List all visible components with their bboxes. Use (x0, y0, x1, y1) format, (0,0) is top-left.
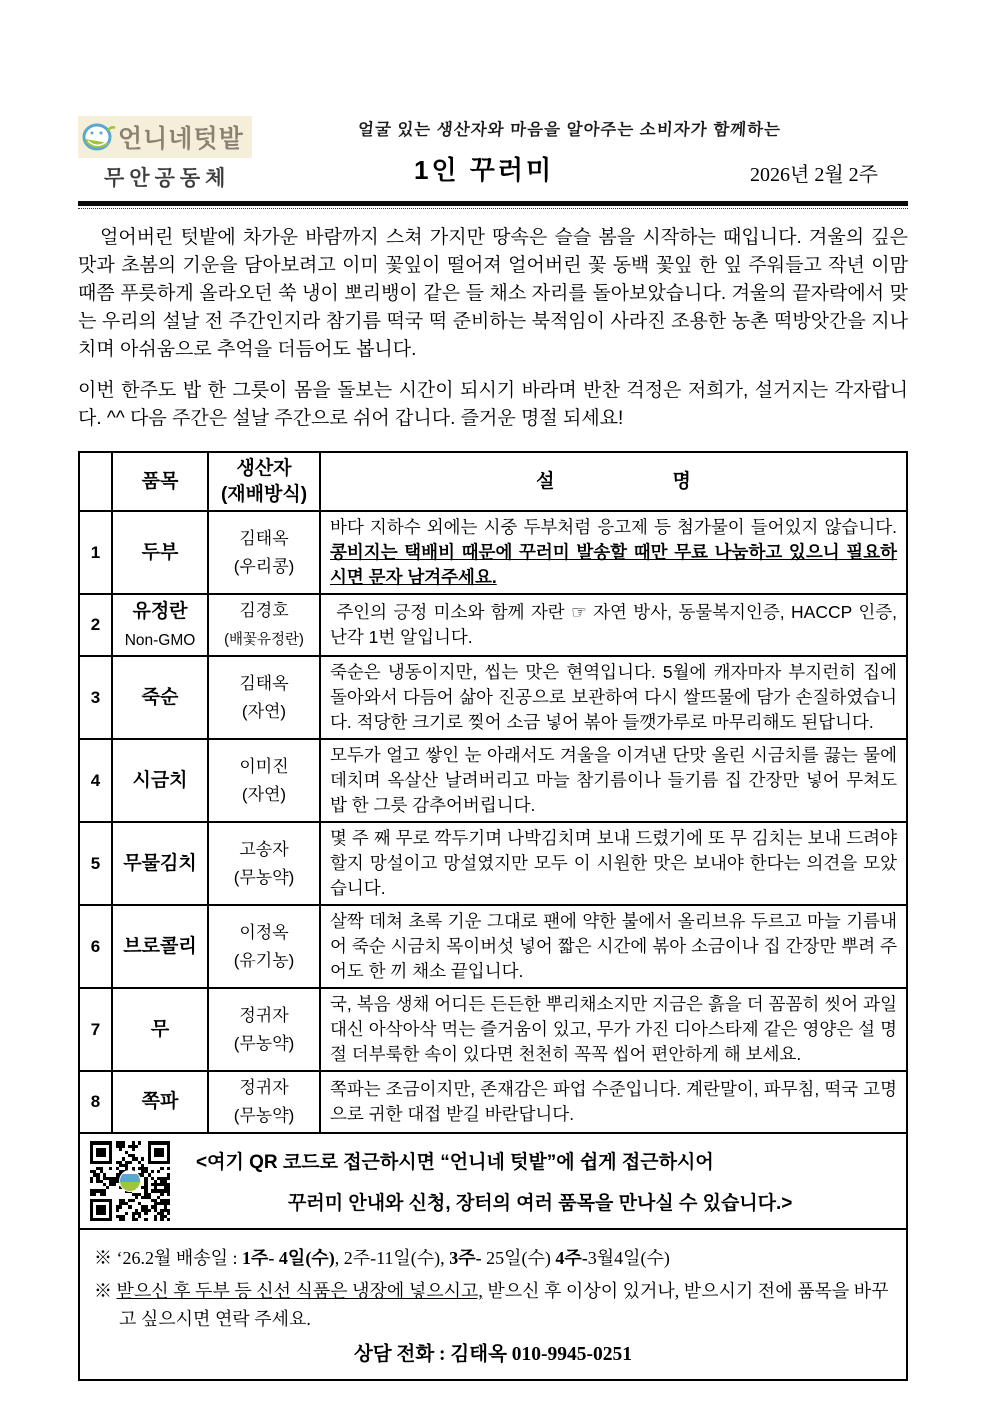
table-row-radish (79, 988, 907, 1071)
table-header-producer (208, 452, 320, 511)
producer-name: 정귀자 (239, 1078, 289, 1098)
producer-name: 김태옥 (239, 528, 289, 548)
table-row-broccoli (79, 905, 907, 988)
producer-cell (208, 988, 320, 1071)
qr-code (90, 1141, 170, 1221)
cultivation-method: (자연) (241, 701, 287, 721)
table-header-item: 품목 (112, 452, 208, 511)
logo-block (78, 116, 296, 192)
product-name: 죽순 (112, 656, 208, 739)
table-header-row (79, 452, 907, 511)
product-description: 쪽파는 조금이지만, 존재감은 파업 수준입니다. 계란말이, 파무침, 떡국 고명으로 귀한 대접 받길 바란답니다. (320, 1071, 907, 1133)
table-row-tofu (79, 511, 907, 594)
intro-paragraph-1: 얼어버린 텃밭에 차가운 바람까지 스쳐 가지만 땅속은 슬슬 봄을 시작하는 때입니다. 겨울의 깊은 맛과 초봄의 기운을 담아보려고 이미 꽃잎이 떨어져 얼어버린 꽃 동백 꽃잎 한 잎 주워들고 작년 이맘때쯤 푸릇하게 올라오던 쑥 냉이 뽀리뱅이 같은 들 채소 자리를 돌아보았습니다. 겨울의 끝자락에서 맞는 우리의 설날 전 주간인지라 참기름 떡국 떡 준비하는 북적임이 사라진 조용한 농촌 떡방앗간을 지나치며 아쉬움으로 추억을 더듬어도 봅니다. (78, 227, 908, 360)
producer-name: 김경호 (239, 601, 289, 621)
intro-section (78, 224, 908, 433)
cultivation-method: (무농약) (233, 1106, 295, 1126)
producer-cell (208, 739, 320, 822)
notes-row (79, 1229, 907, 1380)
product-name: 두부 (112, 511, 208, 594)
product-name-sub: Non-GMO (124, 631, 196, 649)
product-description: 죽순은 냉동이지만, 씹는 맛은 현역입니다. 5월에 캐자마자 부지런히 집에 돌아와서 다듬어 삶아 진공으로 보관하여 다시 쌀뜨물에 담가 손질하였습니다. 적당한 크기로 찢어 소금 넣어 볶아 들깻가루로 마무리해도 된답니다. (320, 656, 907, 739)
tagline: 얼굴 있는 생산자와 마음을 알아주는 소비자가 함께하는 (357, 121, 782, 139)
title-row (358, 150, 908, 187)
product-name: 브로콜리 (112, 905, 208, 988)
table-header-desc (320, 452, 907, 511)
brand-name: 언니네텃밭 (118, 125, 244, 153)
table-header-desc-right: 명 (672, 470, 691, 492)
producer-cell (208, 822, 320, 905)
cultivation-method: (우리콩) (233, 556, 295, 576)
product-description: 모두가 얼고 쌓인 눈 아래서도 겨울을 이겨낸 단맛 올린 시금치를 끓는 물에 데치며 옥살산 날려버리고 마늘 참기름이나 들기름 집 간장만 넣어 무쳐도 밥 한 그릇 감추어버립니다. (320, 739, 907, 822)
row-number: 7 (79, 988, 112, 1071)
cultivation-method: (유기농) (233, 950, 295, 970)
producer-cell (208, 594, 320, 656)
product-description: 바다 지하수 외에는 시중 두부처럼 응고제 등 첨가물이 들어있지 않습니다. 콩비지는 택배비 때문에 꾸러미 발송할 때만 무료 나눔하고 있으니 필요하시면 문자 남겨주세요. (320, 511, 907, 594)
producer-cell (208, 511, 320, 594)
table-row-spinach (79, 739, 907, 822)
qr-caption-line2: 꾸러미 안내와 신청, 장터의 여러 품목을 만나실 수 있습니다.> (288, 1193, 793, 1215)
row-number: 8 (79, 1071, 112, 1133)
cultivation-method: (무농약) (233, 867, 295, 887)
table-header-producer-line1: 생산자 (236, 458, 292, 479)
product-description: 몇 주 째 무로 깍두기며 나박김치며 보내 드렸기에 또 무 김치는 보내 드려야 할지 망설이고 망설였지만 모두 이 시원한 맛은 보내야 한다는 의견을 모았습니다. (320, 822, 907, 905)
table-header-desc-left: 설 (536, 470, 555, 492)
product-name: 쪽파 (112, 1071, 208, 1133)
product-name: 무 (112, 988, 208, 1071)
product-name: 시금치 (112, 739, 208, 822)
producer-name: 이미진 (239, 756, 289, 776)
products-table (78, 451, 908, 1381)
product-description: 국, 복음 생채 어디든 든든한 뿌리채소지만 지금은 흙을 더 꼼꼼히 씻어 과일 대신 아삭아삭 먹는 즐거움이 있고, 무가 가진 디아스타제 같은 영양은 설 명절 더부룩한 속이 있다면 천천히 꼭꼭 씹어 편안하게 해 보세요. (320, 988, 907, 1071)
table-header-producer-line2: (재배방식) (220, 483, 308, 505)
producer-cell (208, 656, 320, 739)
intro-paragraph-2: 이번 한주도 밥 한 그릇이 몸을 돌보는 시간이 되시기 바라며 반찬 걱정은 저희가, 설거지는 각자랍니다. ^^ 다음 주간은 설날 주간으로 쉬어 갑니다. 즐거운 명절 되세요! (78, 380, 908, 429)
qr-caption-line1: <여기 QR 코드로 접근하시면 “언니네 텃밭”에 쉽게 접근하시어 (196, 1152, 714, 1174)
row-number: 3 (79, 656, 112, 739)
producer-name: 정귀자 (239, 1005, 289, 1025)
contact-phone: 상담 전화 : 김태옥 010-9945-0251 (353, 1344, 633, 1366)
page-title: 1인 꾸러미 (414, 155, 555, 185)
cultivation-method: (무농약) (233, 1033, 295, 1053)
producer-cell (208, 1071, 320, 1133)
row-number: 4 (79, 739, 112, 822)
product-description: 주인의 긍정 미소와 함께 자란 ☞ 자연 방사, 동물복지인증, HACCP 인증, 난각 1번 알입니다. (320, 594, 907, 656)
qr-cell (79, 1133, 907, 1229)
producer-name: 김태옥 (239, 673, 289, 693)
row-number: 5 (79, 822, 112, 905)
header-right (296, 116, 908, 187)
product-name: 유정란 Non-GMO (112, 594, 208, 656)
header (78, 116, 908, 192)
brand-row (78, 116, 252, 158)
table-header-no (79, 452, 112, 511)
row-number: 2 (79, 594, 112, 656)
table-row-bamboo-shoot (79, 656, 907, 739)
community-name: 무안공동체 (104, 167, 231, 190)
product-description: 살짝 데쳐 초록 기운 그대로 팬에 약한 불에서 올리브유 두르고 마늘 기름내어 죽순 시금치 목이버섯 넣어 짧은 시간에 볶아 소금이나 집 간장만 뿌려 주어도 한 끼 채소 끝입니다. (320, 905, 907, 988)
product-name: 무물김치 (112, 822, 208, 905)
table-row-eggs (79, 594, 907, 656)
storage-note: ※ 받으신 후 두부 등 신선 식품은 냉장에 넣으시고, 받으신 후 이상이 있거나, 받으시기 전에 품목을 바꾸고 싶으시면 연락 주세요. (94, 1281, 889, 1330)
header-divider (78, 201, 908, 209)
producer-name: 이정옥 (239, 922, 289, 942)
notes-cell (79, 1229, 907, 1380)
brand-logo-icon (82, 122, 116, 152)
cultivation-method: (자연) (241, 784, 287, 804)
cultivation-method: (배꽃유정란) (224, 632, 304, 649)
qr-caption (196, 1141, 792, 1215)
issue-date: 2026년 2월 2주 (750, 164, 878, 186)
table-row-chives (79, 1071, 907, 1133)
row-number: 1 (79, 511, 112, 594)
row-number: 6 (79, 905, 112, 988)
producer-name: 고송자 (239, 839, 289, 859)
delivery-note: ※ ‘26.2월 배송일 : 1주- 4일(수), 2주-11일(수), 3주- 25일(수) 4주-3월4일(수) (94, 1248, 670, 1269)
producer-cell (208, 905, 320, 988)
qr-row (79, 1133, 907, 1229)
table-row-radish-water-kimchi (79, 822, 907, 905)
